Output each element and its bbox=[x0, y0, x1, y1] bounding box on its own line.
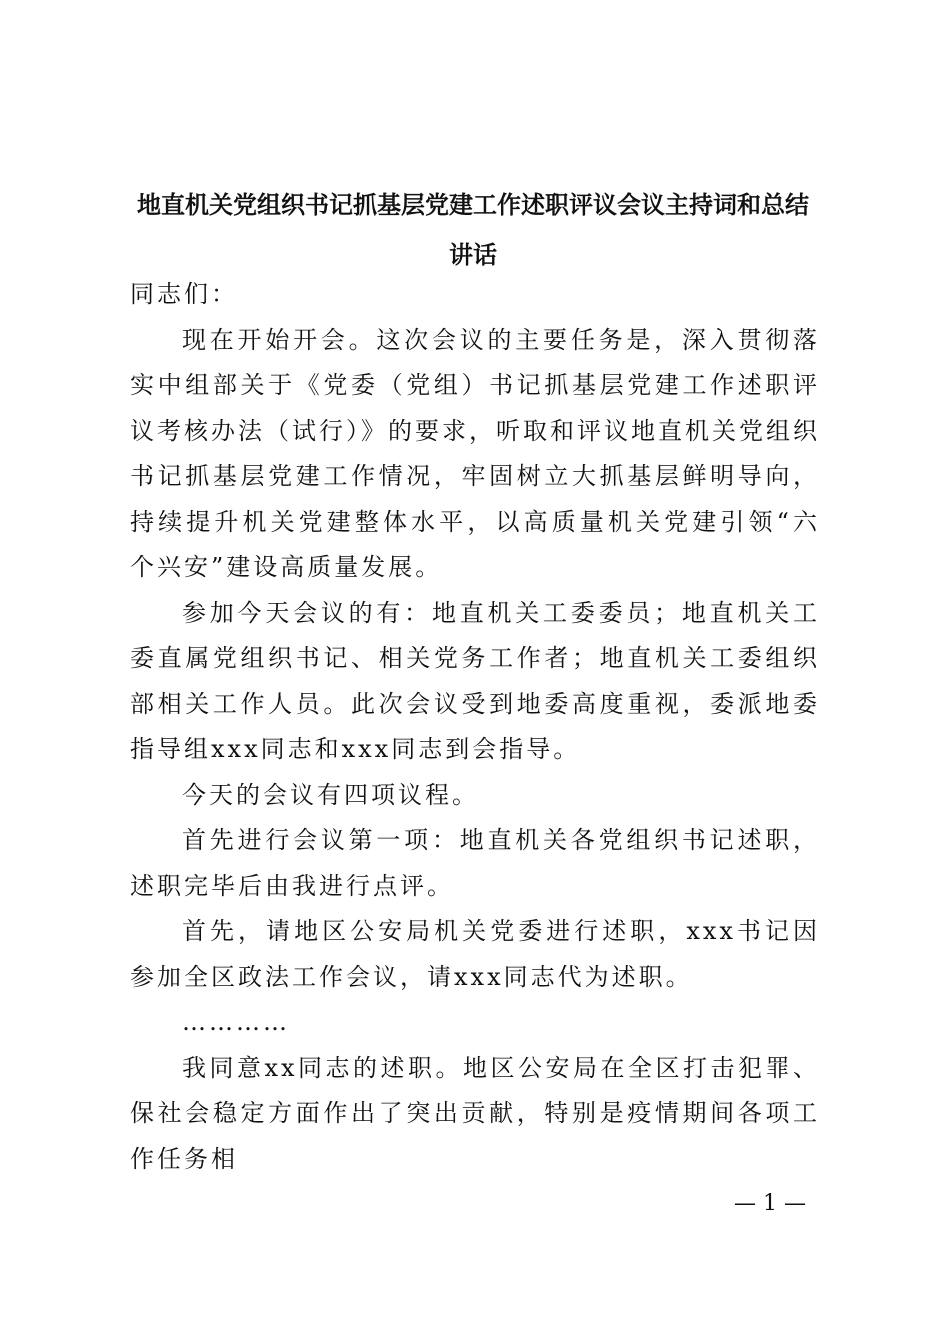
paragraph-6: 我同意xx同志的述职。地区公安局在全区打击犯罪、保社会稳定方面作出了突出贡献，特别是疫情期间各项工作任务相 bbox=[130, 1053, 820, 1173]
ellipsis-line: ………… bbox=[182, 1008, 290, 1036]
page-number: — 1 — bbox=[734, 1191, 806, 1216]
paragraph-2: 参加今天会议的有：地直机关工委委员；地直机关工委直属党组织书记、相关党务工作者；地直机关工委组织部相关工作人员。此次会议受到地委高度重视，委派地委指导组xxx同志和xxx同志到会指导。 bbox=[130, 598, 820, 763]
paragraph-4: 首先进行会议第一项：地直机关各党组织书记述职，述职完毕后由我进行点评。 bbox=[130, 826, 820, 900]
paragraph-5: 首先，请地区公安局机关党委进行述职，xxx书记因参加全区政法工作会议，请xxx同志代为述职。 bbox=[130, 917, 820, 991]
salutation: 同志们： bbox=[130, 280, 238, 308]
document-body bbox=[130, 272, 820, 1182]
document-title: 地直机关党组织书记抓基层党建工作述职评议会议主持词和总结讲话 bbox=[137, 190, 809, 269]
paragraph-1: 现在开始开会。这次会议的主要任务是，深入贯彻落实中组部关于《党委（党组）书记抓基层党建工作述职评议考核办法（试行）》的要求，听取和评议地直机关党组织书记抓基层党建工作情况，牢固树立大抓基层鲜明导向，持续提升机关党建整体水平，以高质量机关党建引领“六个兴安”建设高质量发展。 bbox=[130, 325, 820, 581]
paragraph-3: 今天的会议有四项议程。 bbox=[182, 780, 479, 809]
